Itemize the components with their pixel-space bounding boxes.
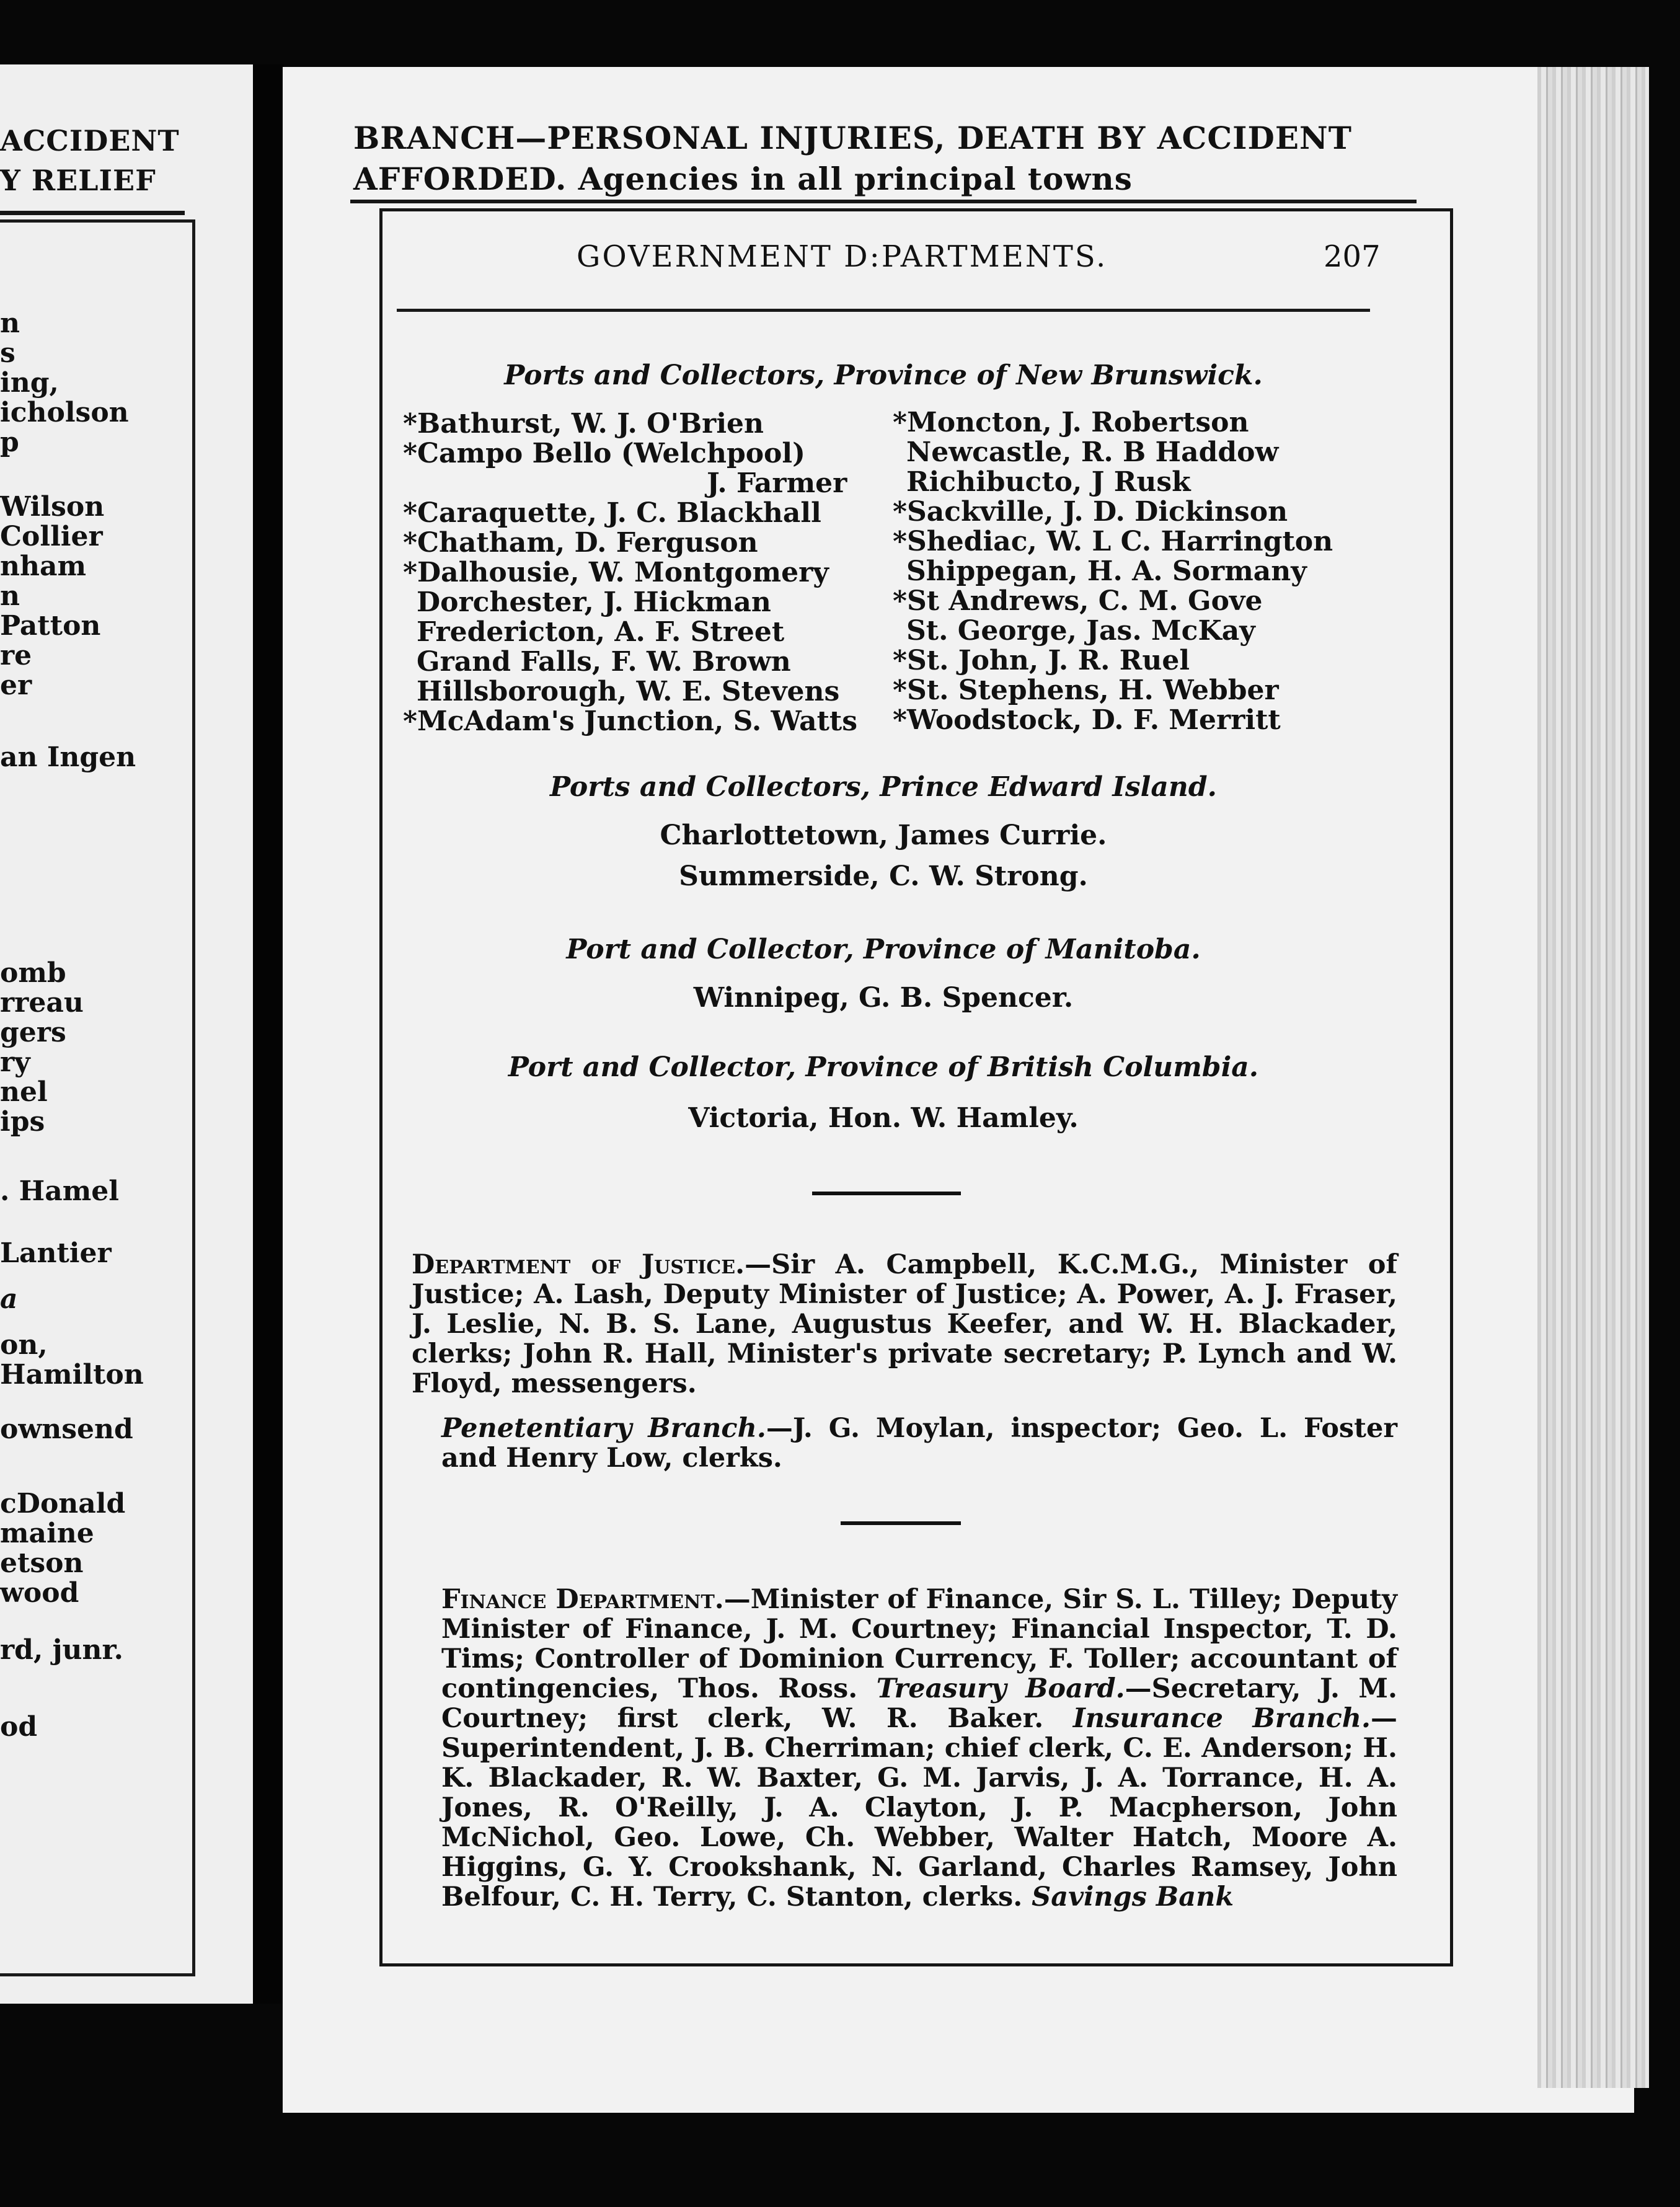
- finance-paragraph: [412, 1585, 1397, 1912]
- left-text-fragment: ips: [0, 1106, 45, 1138]
- left-text-fragment: Lantier: [0, 1237, 112, 1269]
- left-text-fragment: ry: [0, 1046, 30, 1078]
- left-text-fragment: omb: [0, 957, 66, 989]
- justice-body: —Sir A. Campbell, K.C.M.G., Minister of Justice; A. Lash, Deputy Minister of Justice; A. Power, A. J. Fraser, J. Leslie, N. B. S. Lane, Augustus Keefer, and W. H. Blackader, clerks; John R. Hall, Minister's private secretary; P. Lynch and W. Floyd, messengers.: [412, 1249, 1397, 1399]
- new-brunswick-port-entry: *St. Stephens, H. Webber: [893, 674, 1279, 706]
- left-header-line-2: Y RELIEF: [0, 164, 156, 197]
- left-text-fragment: nel: [0, 1076, 48, 1108]
- pei-heading: Ports and Collectors, Prince Edward Island.: [550, 771, 1217, 803]
- left-text-fragment: Patton: [0, 610, 101, 642]
- left-text-fragment: a: [0, 1283, 18, 1315]
- advertisement-header: [353, 118, 1432, 200]
- running-head-rule: [397, 309, 1370, 312]
- new-brunswick-port-entry: Hillsborough, W. E. Stevens: [417, 676, 840, 707]
- new-brunswick-port-entry: St. George, Jas. McKay: [906, 615, 1255, 647]
- left-text-fragment: icholson: [0, 397, 129, 428]
- new-brunswick-port-entry: Fredericton, A. F. Street: [417, 616, 785, 648]
- new-brunswick-port-entry: *St Andrews, C. M. Gove: [893, 585, 1263, 617]
- section-separator: [812, 1192, 961, 1195]
- pei-entry: Charlottetown, James Currie.: [660, 820, 1107, 851]
- new-brunswick-port-entry: Richibucto, J Rusk: [906, 466, 1191, 498]
- new-brunswick-port-entry: *Caraquette, J. C. Blackhall: [403, 497, 821, 529]
- left-text-fragment: ing,: [0, 367, 59, 399]
- new-brunswick-port-entry: *Dalhousie, W. Montgomery: [403, 557, 829, 588]
- new-brunswick-port-entry: Shippegan, H. A. Sormany: [906, 555, 1307, 587]
- justice-heading: Department of Justice.: [412, 1249, 745, 1280]
- left-text-fragment: on,: [0, 1329, 48, 1361]
- penitentiary-body: —J. G. Moylan, inspector; Geo. L. Foster and Henry Low, clerks.: [441, 1413, 1397, 1474]
- left-text-fragment: gers: [0, 1017, 66, 1048]
- section-separator: [841, 1521, 961, 1525]
- left-text-fragment: wood: [0, 1577, 79, 1609]
- left-header-rule: [0, 211, 185, 215]
- new-brunswick-port-entry: Dorchester, J. Hickman: [417, 586, 771, 618]
- left-text-fragment: n: [0, 307, 20, 339]
- left-text-fragment: Hamilton: [0, 1359, 144, 1391]
- finance-body-3: —Superintendent, J. B. Cherriman; chief clerk, C. E. Anderson; H. K. Blackader, R. W. Baxter, G. M. Jarvis, J. A. Torrance, H. A. Jones, R. O'Reilly, J. A. Clayton, J. P. Macpherson, John McNichol, Geo. Lowe, Ch. Webber, Walter Hatch, Moore A. Higgins, G. Y. Crookshank, N. Garland, Charles Ramsey, John Belfour, C. H. Terry, C. Stanton, clerks.: [441, 1703, 1397, 1913]
- new-brunswick-port-entry: *Sackville, J. D. Dickinson: [893, 496, 1288, 528]
- left-text-fragment: od: [0, 1711, 38, 1743]
- page-number: 207: [1324, 239, 1381, 274]
- new-brunswick-port-entry: Grand Falls, F. W. Brown: [417, 646, 791, 678]
- left-text-fragment: Collier: [0, 521, 103, 552]
- left-text-fragment: etson: [0, 1547, 84, 1579]
- bc-heading: Port and Collector, Province of British Columbia.: [508, 1051, 1259, 1083]
- left-text-fragment: an Ingen: [0, 741, 136, 773]
- penitentiary-paragraph: [412, 1413, 1397, 1473]
- new-brunswick-port-entry: *Woodstock, D. F. Merritt: [893, 704, 1281, 736]
- header-line-2: AFFORDED. Agencies in all principal towns: [353, 161, 1133, 197]
- bc-entry: Victoria, Hon. W. Hamley.: [688, 1102, 1079, 1134]
- pei-entry: Summerside, C. W. Strong.: [679, 860, 1088, 892]
- left-text-fragment: n: [0, 580, 20, 612]
- left-text-fragment: rd, junr.: [0, 1634, 123, 1666]
- new-brunswick-port-entry: *Bathurst, W. J. O'Brien: [403, 408, 764, 440]
- manitoba-entry: Winnipeg, G. B. Spencer.: [693, 982, 1074, 1014]
- left-facing-page: [0, 64, 253, 2004]
- new-brunswick-port-entry: *Campo Bello (Welchpool): [403, 438, 805, 469]
- treasury-board-heading: Treasury Board.: [876, 1673, 1125, 1704]
- justice-paragraph: [412, 1250, 1397, 1399]
- left-text-fragment: re: [0, 640, 32, 671]
- header-rule: [350, 200, 1417, 203]
- left-text-fragment: Wilson: [0, 491, 105, 523]
- new-brunswick-port-entry: *McAdam's Junction, S. Watts: [403, 705, 858, 737]
- penitentiary-heading: Penetentiary Branch.: [441, 1413, 766, 1444]
- new-brunswick-port-entry: Newcastle, R. B Haddow: [906, 436, 1279, 468]
- savings-bank-heading: Savings Bank: [1032, 1882, 1234, 1913]
- left-text-fragment: ownsend: [0, 1413, 133, 1445]
- left-text-fragment: rreau: [0, 987, 84, 1019]
- left-text-fragment: p: [0, 427, 19, 458]
- left-header-line-1: ACCIDENT: [0, 124, 180, 157]
- book-gutter: [253, 64, 284, 2004]
- left-text-fragment: er: [0, 670, 32, 701]
- header-line-1: BRANCH—PERSONAL INJURIES, DEATH BY ACCIDENT: [353, 120, 1352, 156]
- left-text-fragment: . Hamel: [0, 1175, 119, 1207]
- page-edge-stack: [1537, 67, 1649, 2088]
- new-brunswick-port-entry: *Shediac, W. L C. Harrington: [893, 526, 1333, 557]
- running-head: GOVERNMENT D:PARTMENTS.: [577, 239, 1108, 274]
- new-brunswick-heading: Ports and Collectors, Province of New Brunswick.: [504, 360, 1263, 391]
- left-text-fragment: nham: [0, 551, 87, 582]
- insurance-branch-heading: Insurance Branch.: [1072, 1703, 1371, 1734]
- left-text-fragment: s: [0, 337, 15, 369]
- manitoba-heading: Port and Collector, Province of Manitoba.: [566, 934, 1201, 965]
- left-text-fragment: cDonald: [0, 1488, 126, 1519]
- new-brunswick-port-entry: *Chatham, D. Ferguson: [403, 527, 758, 559]
- left-text-fragment: maine: [0, 1518, 94, 1549]
- finance-body-2: —Secretary, J. M. Courtney; first clerk, W. R. Baker.: [441, 1673, 1397, 1734]
- new-brunswick-port-entry: J. Farmer: [707, 467, 847, 499]
- finance-body-1: —Minister of Finance, Sir S. L. Tilley; Deputy Minister of Finance, J. M. Courtney; Financial Inspector, T. D. Tims; Controller of Dominion Currency, F. Toller; accountant of contingencies, Thos. Ross.: [441, 1584, 1397, 1704]
- finance-heading: Finance Department.: [441, 1584, 724, 1615]
- new-brunswick-port-entry: *Moncton, J. Robertson: [893, 407, 1249, 438]
- new-brunswick-port-entry: *St. John, J. R. Ruel: [893, 645, 1190, 676]
